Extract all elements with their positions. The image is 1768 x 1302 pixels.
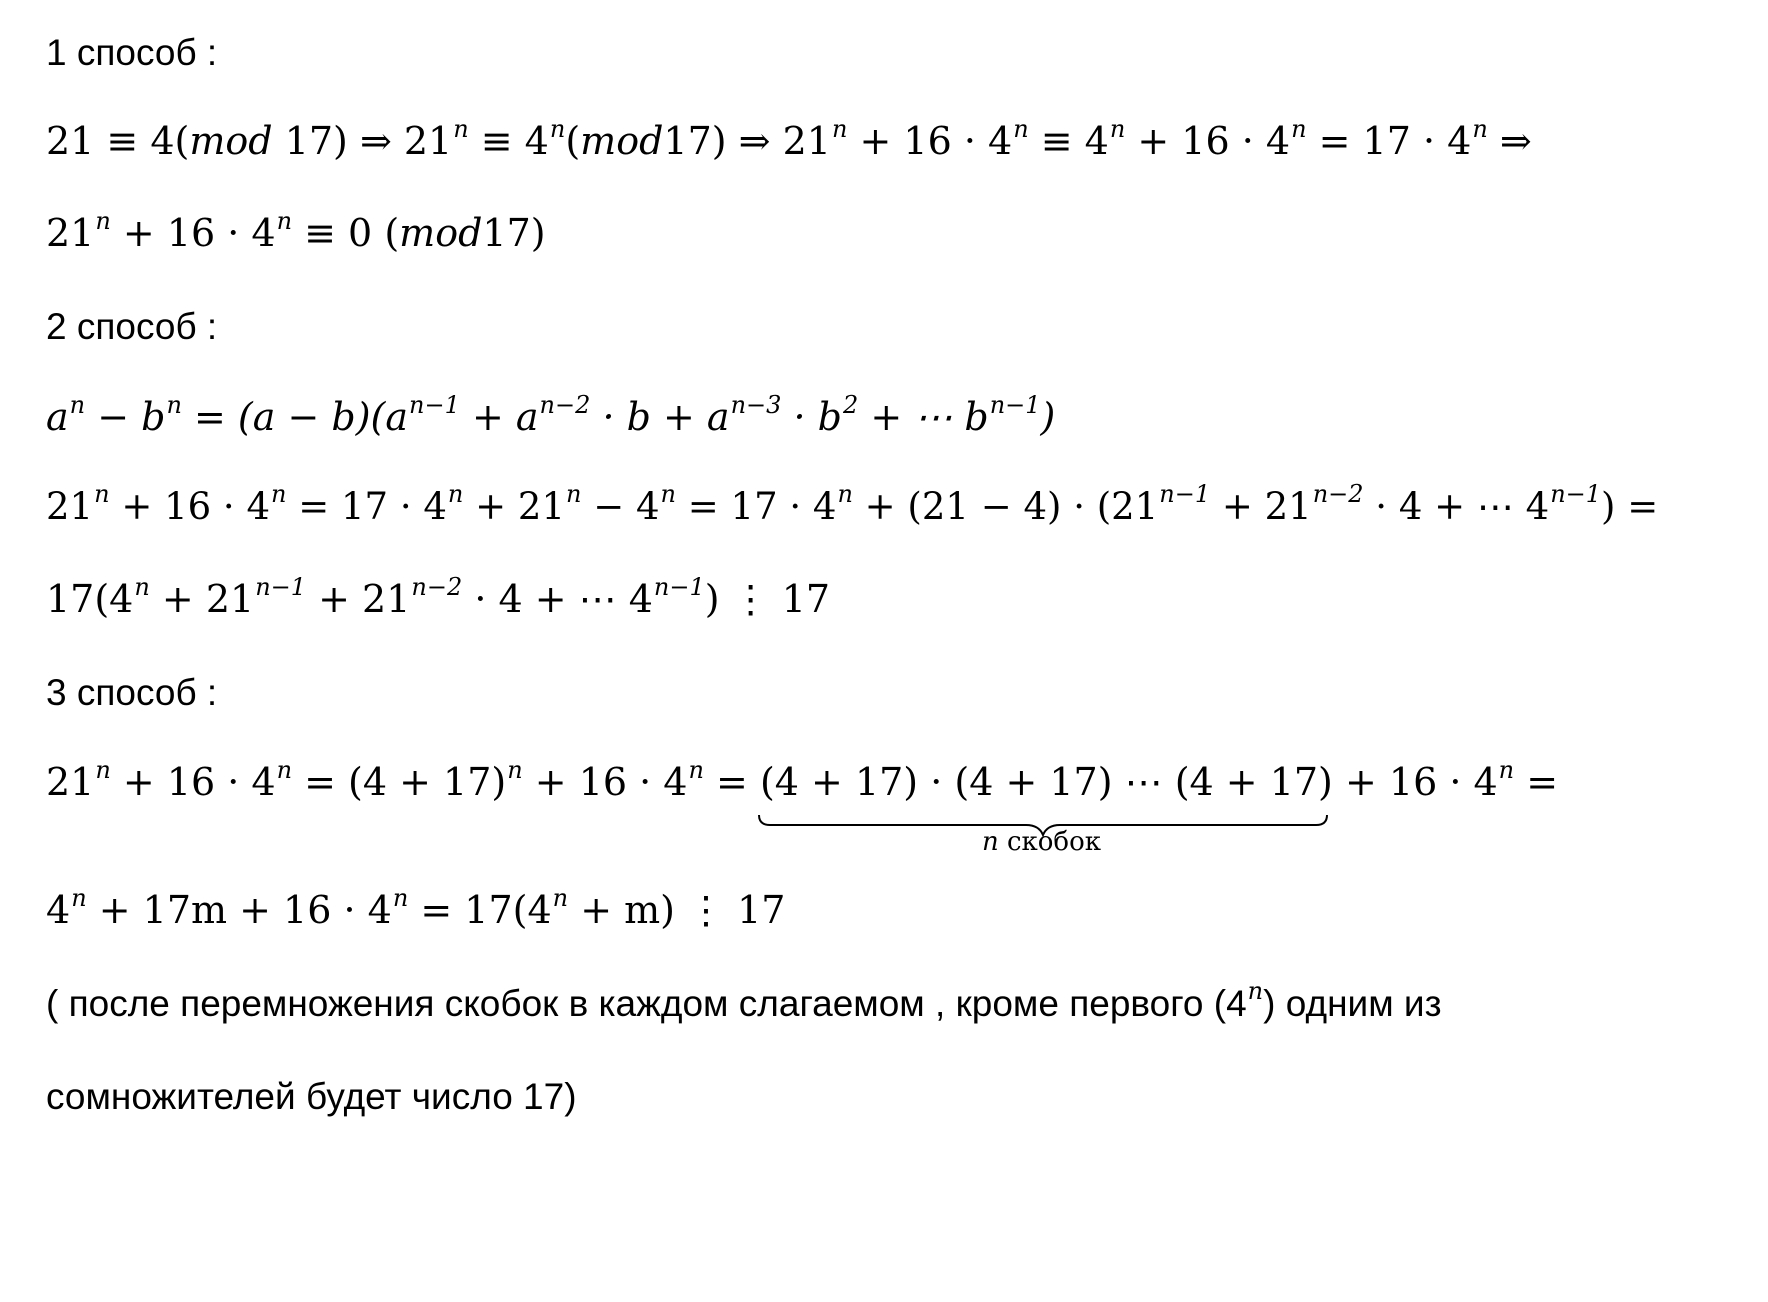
method2-heading: 2 способ : bbox=[46, 306, 218, 347]
method3-note-line-1: ( после перемножения скобок в каждом слагаемом , кроме первого (4$^n$) одним из bbox=[46, 977, 1442, 1024]
method2-result-line: $17(4^n + 21^{n-1} + 21^{n-2} \cdot 4$ + ⋯ $4^{n-1}$) ⋮ 17 bbox=[46, 573, 831, 621]
method2-identity-line: $a^n - b^n = (a - b)(a^{n-1} + a^{n-2} \cdot b + a^{n-3} \cdot b^2$ + ⋯ $b^{n-1}$) bbox=[46, 391, 1056, 439]
underbraced-product: (4 + 17) · (4 + 17) ⋯ (4 + 17) n скобок bbox=[760, 763, 1333, 801]
method1-result-line: $21^n + 16 \cdot 4^n \equiv 0$ (mod17) bbox=[46, 207, 546, 255]
method2-expansion-line: $21^n + 16 \cdot 4^n = 17 \cdot 4^n + 21^n - 4^n = 17 \cdot 4^n + (21 - 4) \cdot (21^{n-1} + 21^{n-2} \cdot 4$ + ⋯ $4^{n-1}$) = bbox=[46, 480, 1659, 528]
method3-heading: 3 способ : bbox=[46, 672, 218, 713]
method1-heading: 1 способ : bbox=[46, 32, 218, 73]
method1-congruence-line: 21 ≡ 4(mod 17) ⇒ $21^n \equiv 4^n(mod17)$ ⇒ $21^n + 16 \cdot 4^n \equiv 4^n + 16 \cdot 4^n = 17 \cdot 4^n$ ⇒ bbox=[46, 115, 1532, 163]
brace-label: n скобок bbox=[981, 827, 1101, 857]
method3-result-line: $4^n + 17m + 16 \cdot 4^n = 17(4^n + m)$ ⋮ 17 bbox=[46, 884, 786, 932]
method3-note-line-2: сомножителей будет число 17) bbox=[46, 1076, 577, 1117]
method3-binomial-line: $21^n + 16 \cdot 4^n = (4 + 17)^n + 16 \cdot 4^n = (4 + 17) \cdot (4 + 17)$ ⋯ (4 + 17) n скобок + $16 \cdot 4^n$ = bbox=[46, 756, 1559, 857]
